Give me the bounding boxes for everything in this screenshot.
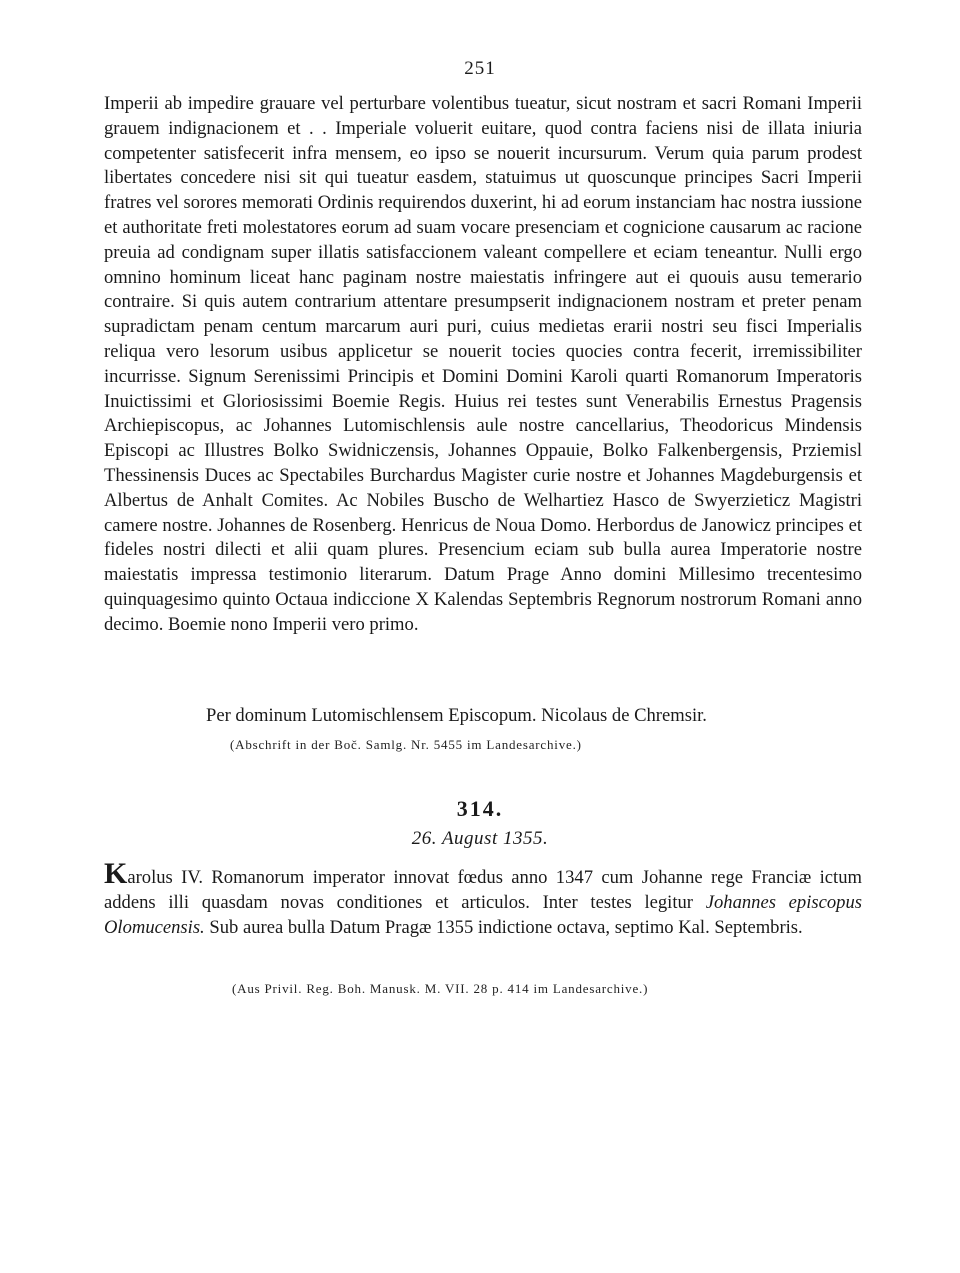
chancery-signature: Per dominum Lutomischlensem Episcopum. Nicolaus de Chremsir. — [206, 705, 707, 726]
charter-text — [104, 92, 862, 638]
regest-paragraph — [104, 857, 862, 940]
regest-italic-witness: Johannes episcopus Olomucensis. — [104, 891, 862, 938]
regest-text-part1: arolus IV. Romanorum imperator innovat fœdus anno 1347 cum Johanne rege Franciæ ictum addens illi quasdam novas conditiones et articulos. Inter testes legitur — [104, 867, 862, 913]
document-date: 26. August 1355. — [411, 828, 549, 849]
charter-paragraph: Imperii ab impedire grauare vel perturbare volentibus tueatur, sicut nostram et sacri Romani Imperii grauem indignacionem et . . Imperiale voluerit euitare, quod contra faciens nisi de illata iniuria competenter satisfecerit infra mensem, eo ipso se nouerit incursurum. Verum quia parum prodest libertates concedere nisi sit qui tueatur easdem, statuimus ut quoscunque principes Sacri Imperii fratres vel sorores memorati Ordinis requirendos duxerint, hi ad eorum instanciam hac nostra iussione et authoritate freti molestatores eorum ad suam vocare presenciam et cognicione causarum ac racione preuia ad condignam super illatis satisfaccionem valeant compellere et eciam teneantur. Nulli ergo omnino hominum liceat hanc paginam nostre maiestatis infringere aut ei quouis ausu temerario contraire. Si quis autem contrarium attentare presumpserit indignacionem nostram et preter penam supradictam penam centum marcarum auri puri, cuius medietas erarii nostri seu fisci Imperialis reliqua vero lesorum usibus applicetur se nouerit tocies quocies contra fecerit, irremissibiliter incurrisse. Signum Serenissimi Principis et Domini Domini Karoli quarti Romanorum Imperatoris Inuictissimi et Gloriosissimi Boemie Regis. Huius rei testes sunt Venerabilis Ernestus Pragensis Archiepiscopus, ac Johannes Lutomischlensis aule nostre cancellarius, Theodoricus Mindensis Episcopi ac Illustres Bolko Swidniczensis, Johannes Oppauie, Bolko Falkenbergensis, Prziemisl Thessinensis Duces ac Spectabiles Burchardus Magister curie nostre et Johannes Magdeburgensis et Albertus de Anhalt Comites. Ac Nobiles Buscho de Welhartiez Hasco de Swyerzieticz Magistri camere nostre. Johannes de Rosenberg. Henricus de Noua Domo. Herbordus de Janowicz principes et fideles nostri dilecti et alii quam plures. Presencium eciam sub bulla aurea Imperatorie nostre maiestatis impressa testimonio literarum. Datum Prage Anno domini Millesimo trecentesimo quinquagesimo quinto Octaua indiccione X Kalendas Septembris Regnorum nostrorum Romani anno decimo. Boemie nono Imperii vero primo. — [104, 93, 863, 635]
document-number: 314. — [456, 796, 504, 821]
page-number: 251 — [464, 58, 496, 79]
regest-source-note: (Aus Privil. Reg. Boh. Manusk. M. VII. 28 p. 414 im Landesarchive.) — [232, 981, 649, 996]
regest-text-part2: Sub aurea bulla Datum Pragæ 1355 indictione octava, septimo Kal. Septembris. — [204, 916, 803, 938]
source-note: (Abschrift in der Boč. Samlg. Nr. 5455 im Landesarchive.) — [230, 737, 582, 752]
drop-initial: K — [104, 857, 128, 890]
